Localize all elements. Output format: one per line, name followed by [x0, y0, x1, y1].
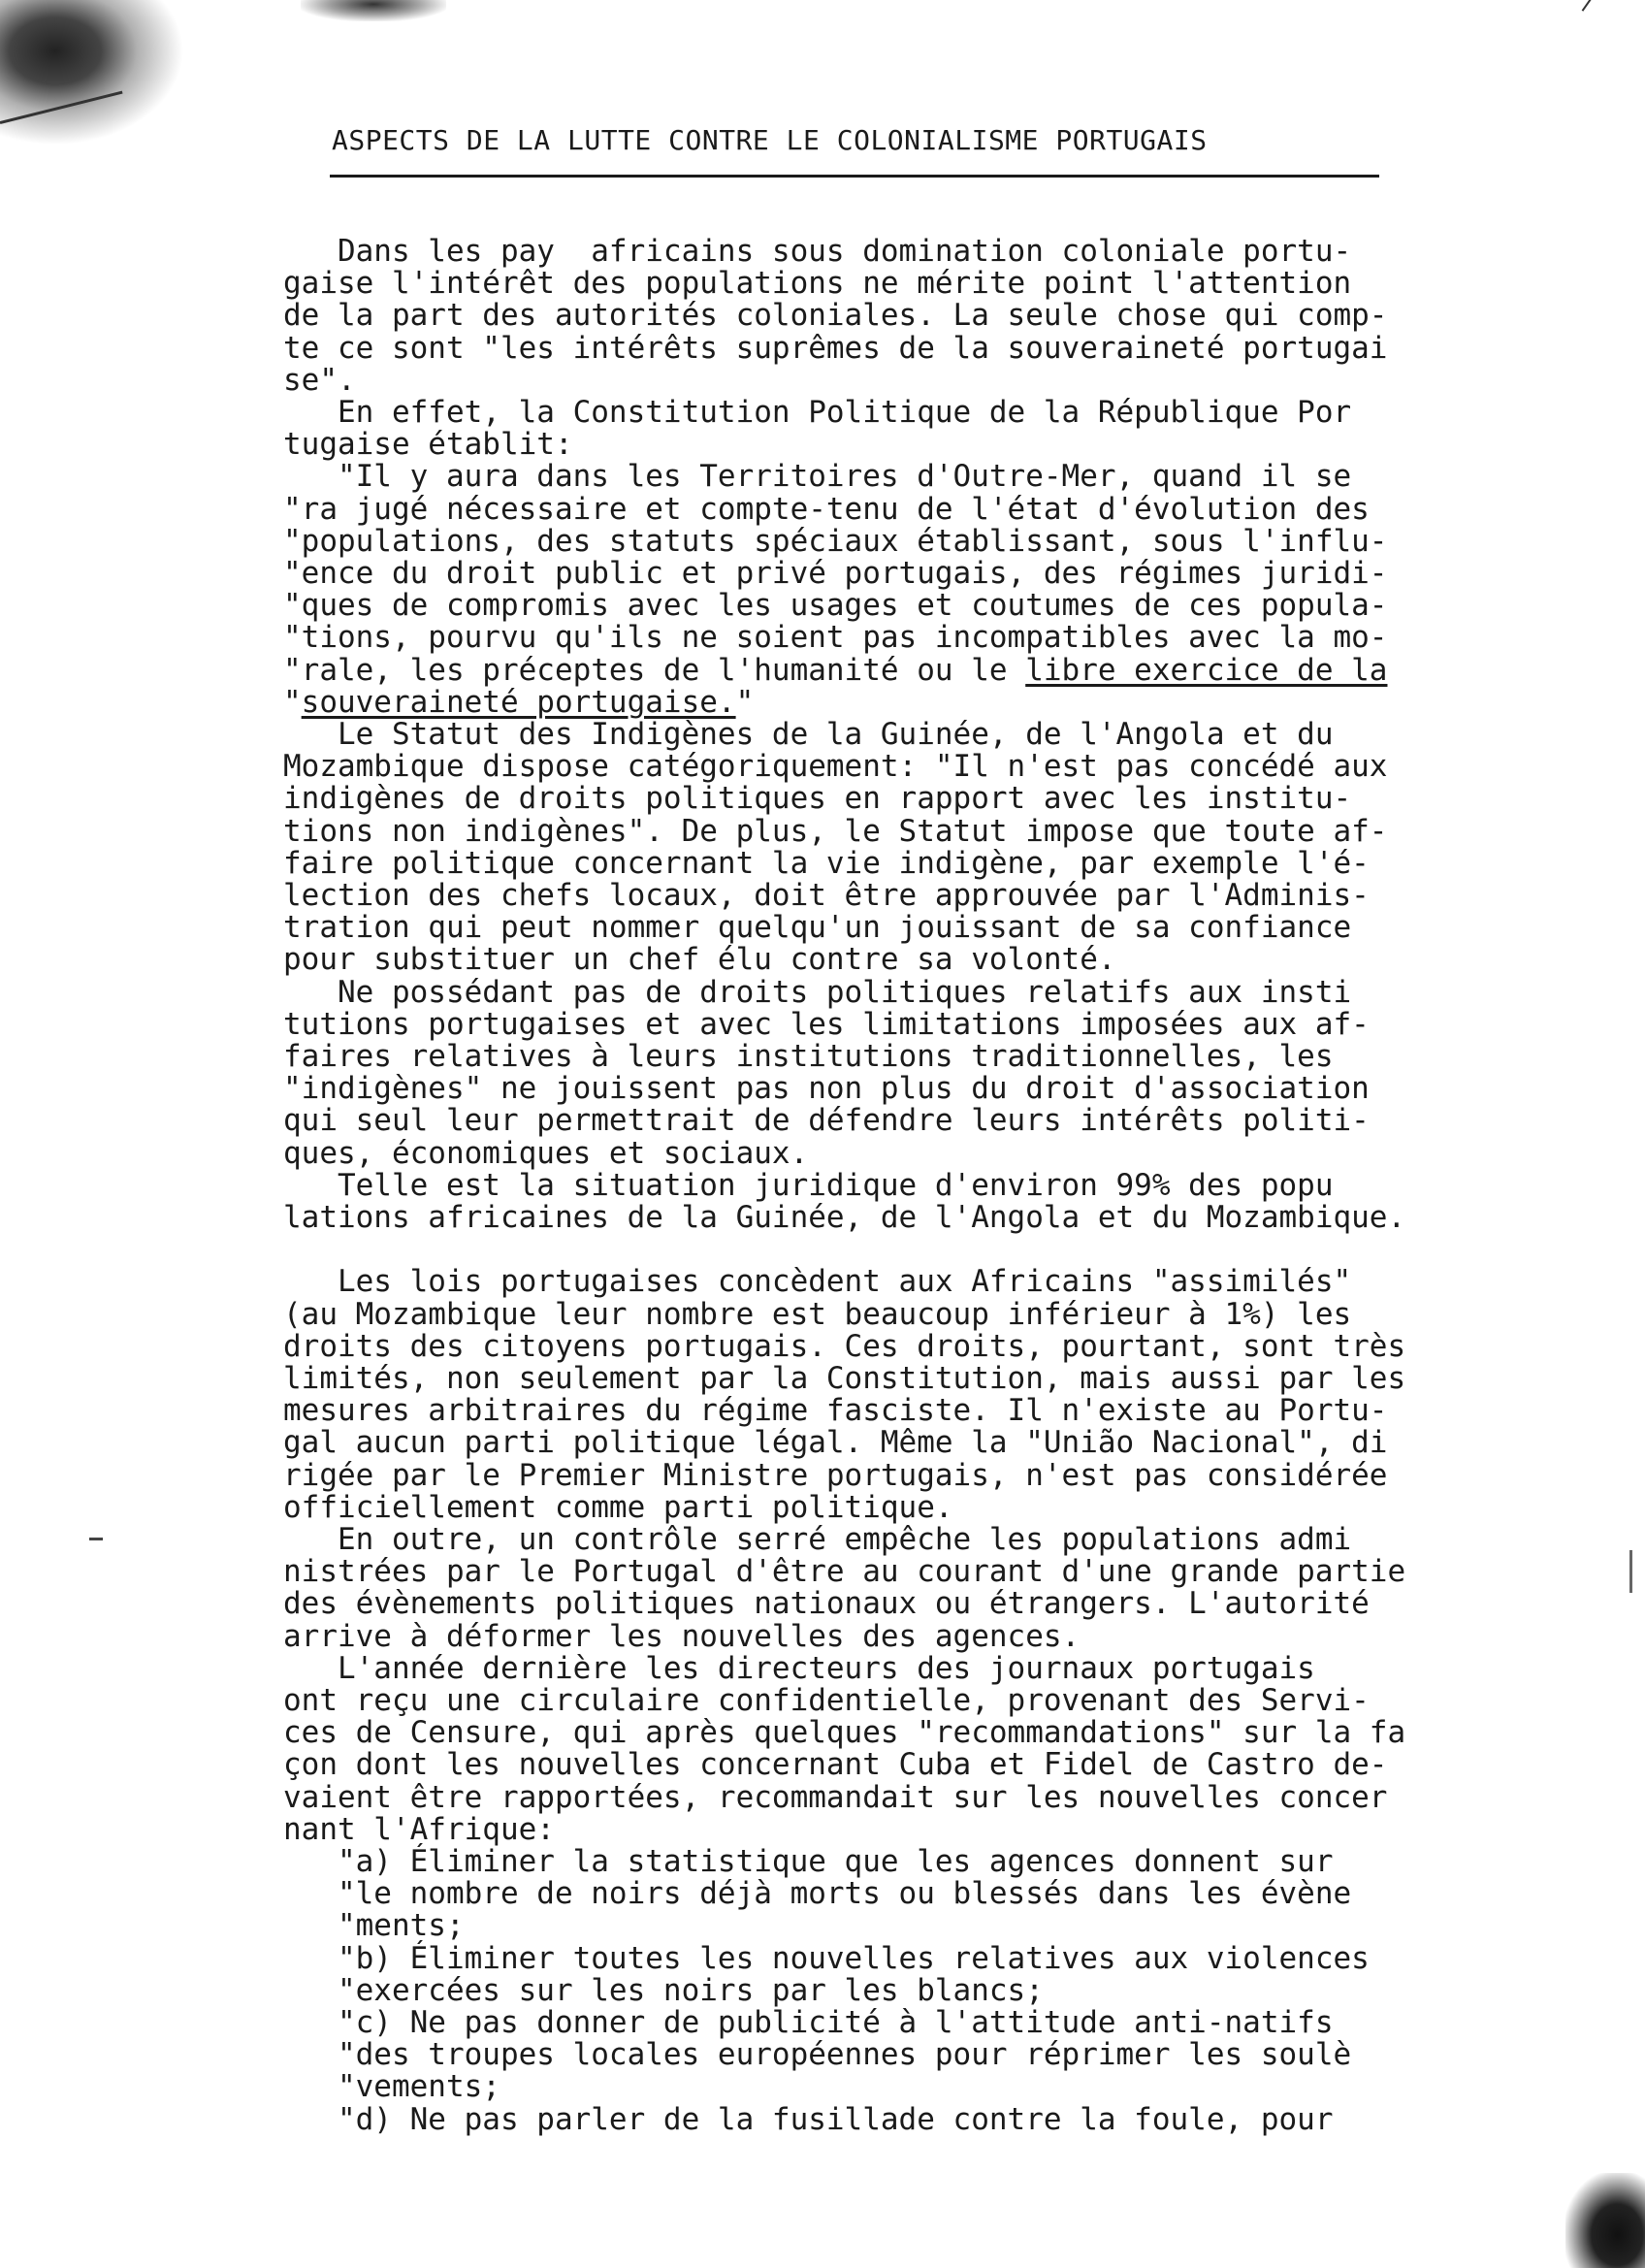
text-line: vaient être rapportées, recommandait sur les nouvelles concer [229, 1780, 1388, 1815]
text-line: nant l'Afrique: [229, 1812, 555, 1847]
corner-mark [1582, 0, 1608, 21]
text-line: nistrées par le Portugal d'être au courant d'une grande partie [229, 1554, 1406, 1589]
text-line: gaise l'intérêt des populations ne mérite point l'attention [229, 266, 1352, 301]
text-line: faire politique concernant la vie indigène, par exemple l'é- [229, 846, 1370, 881]
text-line [229, 655, 1387, 687]
text-line: indigènes de droits politiques en rapport avec les institu- [229, 781, 1352, 816]
text-line: ces de Censure, qui après quelques "recommandations" sur la fa [229, 1715, 1406, 1750]
text-line: pour substituer un chef élu contre sa volonté. [229, 942, 1116, 977]
document-title: ASPECTS DE LA LUTTE CONTRE LE COLONIALISME PORTUGAIS [332, 124, 1208, 156]
text-line: çon dont les nouvelles concernant Cuba et Fidel de Castro de- [229, 1747, 1388, 1782]
text-line: tions non indigènes". De plus, le Statut impose que toute af- [229, 814, 1388, 849]
text-line: droits des citoyens portugais. Ces droits, pourtant, sont très [229, 1329, 1406, 1364]
ink-smudge [1565, 2173, 1645, 2268]
text-line: "ra jugé nécessaire et compte-tenu de l'état d'évolution des [229, 492, 1370, 527]
text-line: se". [229, 363, 356, 398]
text-line: arrive à déformer les nouvelles des agences. [229, 1619, 1081, 1654]
text-line: "indigènes" ne jouissent pas non plus du droit d'association [229, 1071, 1370, 1106]
text-line: ont reçu une circulaire confidentielle, provenant des Servi- [229, 1683, 1370, 1718]
underlined-phrase: souveraineté portugaise. [301, 685, 736, 720]
text-line: tugaise établit: [229, 427, 573, 462]
text-line: gal aucun parti politique légal. Même la "União Nacional", di [229, 1425, 1388, 1460]
text-line: "le nombre de noirs déjà morts ou blessés dans les évène [229, 1876, 1352, 1911]
text-line: Ne possédant pas de droits politiques relatifs aux insti [229, 975, 1352, 1010]
text-line: "a) Éliminer la statistique que les agences donnent sur [229, 1844, 1334, 1879]
text-line: L'année dernière les directeurs des journaux portugais [229, 1651, 1315, 1686]
text-line: tration qui peut nommer quelqu'un jouissant de sa confiance [229, 910, 1352, 945]
text-line: Telle est la situation juridique d'environ 99% des popu [229, 1168, 1334, 1203]
text-line: mesures arbitraires du régime fasciste. Il n'existe au Portu- [229, 1393, 1388, 1428]
text-line: Le Statut des Indigènes de la Guinée, de l'Angola et du [229, 717, 1334, 752]
text-line: En outre, un contrôle serré empêche les populations admi [229, 1522, 1352, 1557]
text-line: te ce sont "les intérêts suprêmes de la souveraineté portugai [229, 331, 1388, 366]
text-segment: "rale, les préceptes de l'humanité ou le [229, 653, 1026, 688]
text-segment: " [229, 685, 302, 720]
text-line: de la part des autorités coloniales. La seule chose qui comp- [229, 298, 1388, 333]
text-line: "tions, pourvu qu'ils ne soient pas incompatibles avec la mo- [229, 620, 1388, 655]
text-line: faires relatives à leurs institutions traditionnelles, les [229, 1039, 1334, 1074]
ink-smudge [301, 0, 446, 21]
ink-smudge [0, 0, 184, 146]
text-line: "ence du droit public et privé portugais, des régimes juridi- [229, 556, 1388, 591]
text-line: limités, non seulement par la Constitution, mais aussi par les [229, 1361, 1406, 1396]
text-line [229, 687, 754, 719]
text-line: "c) Ne pas donner de publicité à l'attitude anti-natifs [229, 2005, 1334, 2040]
text-line: tutions portugaises et avec les limitations imposées aux af- [229, 1007, 1370, 1042]
text-line: Les lois portugaises concèdent aux Africains "assimilés" [229, 1264, 1352, 1299]
text-line: "Il y aura dans les Territoires d'Outre-Mer, quand il se [229, 459, 1352, 494]
text-line: "b) Éliminer toutes les nouvelles relatives aux violences [229, 1941, 1370, 1976]
text-line: lection des chefs locaux, doit être approuvée par l'Adminis- [229, 878, 1370, 913]
text-line: Dans les pay africains sous domination coloniale portu- [229, 234, 1352, 269]
text-line: "populations, des statuts spéciaux établissant, sous l'influ- [229, 524, 1388, 559]
text-line: "ments; [229, 1908, 465, 1943]
text-line: des évènements politiques nationaux ou étrangers. L'autorité [229, 1586, 1370, 1621]
text-line: "d) Ne pas parler de la fusillade contre la foule, pour [229, 2102, 1334, 2137]
text-line: "vements; [229, 2069, 500, 2104]
text-line: (au Mozambique leur nombre est beaucoup inférieur à 1%) les [229, 1297, 1352, 1332]
margin-mark [89, 1538, 103, 1540]
text-line: Mozambique dispose catégoriquement: "Il n'est pas concédé aux [229, 749, 1388, 784]
text-line: rigée par le Premier Ministre portugais, n'est pas considérée [229, 1458, 1388, 1493]
text-line: "des troupes locales européennes pour réprimer les soulè [229, 2037, 1352, 2072]
text-line: officiellement comme parti politique. [229, 1490, 953, 1525]
margin-mark [1629, 1550, 1632, 1593]
text-line: "exercées sur les noirs par les blancs; [229, 1973, 1044, 2008]
title-underline [330, 175, 1379, 178]
text-segment: " [735, 685, 755, 720]
text-line: qui seul leur permettrait de défendre leurs intérêts politi- [229, 1103, 1370, 1138]
text-line: lations africaines de la Guinée, de l'Angola et du Mozambique. [229, 1200, 1406, 1235]
text-line: "ques de compromis avec les usages et coutumes de ces popula- [229, 588, 1388, 623]
text-line: ques, économiques et sociaux. [229, 1136, 809, 1171]
text-line: En effet, la Constitution Politique de la République Por [229, 395, 1352, 430]
underlined-phrase: libre exercice de la [1025, 653, 1388, 688]
